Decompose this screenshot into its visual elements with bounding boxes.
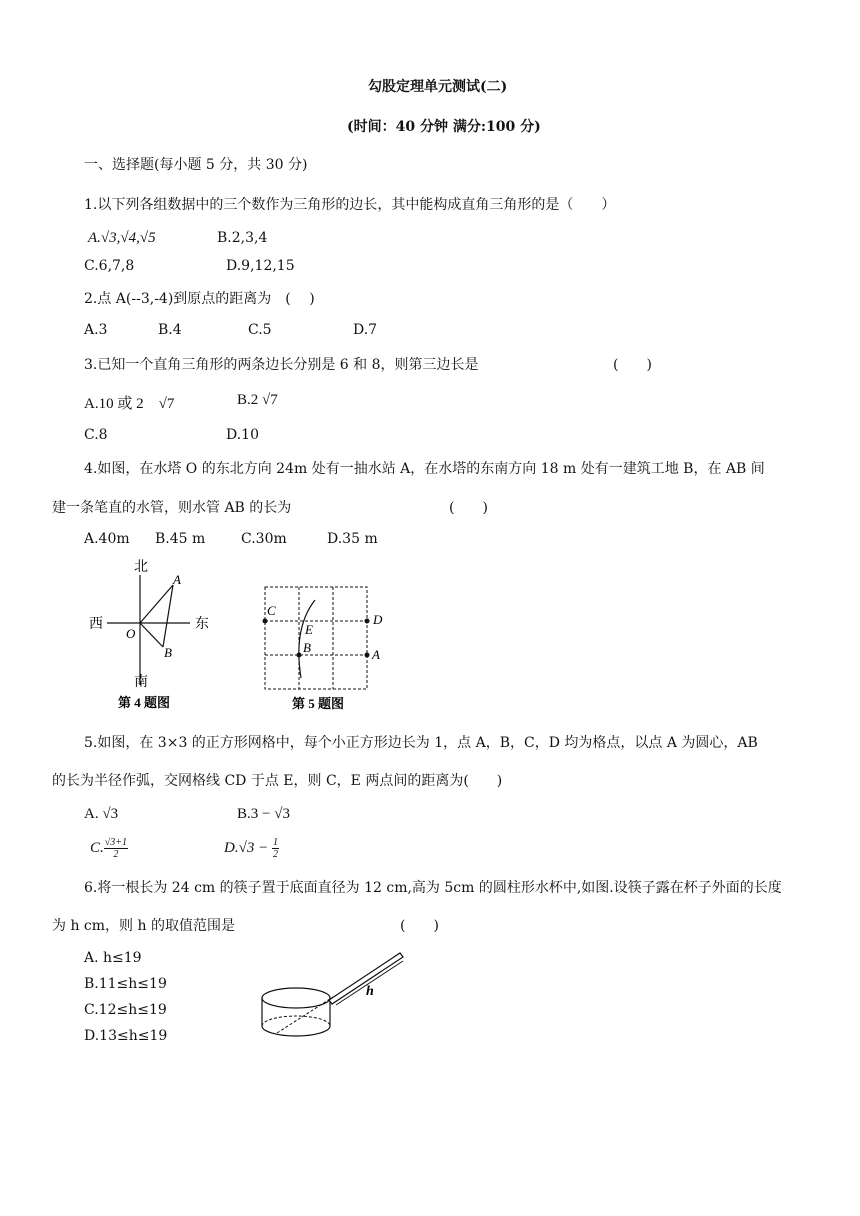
q4-option-d: D.35 m: [327, 531, 378, 547]
point-b: [297, 653, 302, 658]
q3-option-d: D.10: [226, 427, 259, 443]
east-label: 东: [195, 617, 209, 632]
point-a-label: A: [372, 647, 380, 662]
q4-answer-paren: ( ): [449, 500, 488, 516]
question-4-line-1: 4.如图，在水塔 O 的东北方向 24m 处有一抽水站 A，在水塔的东南方向 18 m 处有一建筑工地 B，在 AB 间: [84, 461, 765, 477]
q6-option-b: B.11≤h≤19: [84, 976, 167, 992]
grid-border: [265, 587, 367, 689]
q1-option-c: C.6,7,8: [84, 258, 135, 274]
q5-option-d-numerator: 1: [272, 837, 278, 848]
point-d: [365, 619, 370, 624]
north-label: 北: [134, 560, 148, 575]
q5-option-c-prefix: C.: [90, 839, 104, 856]
figure-4-compass-diagram: [85, 555, 225, 715]
section-heading: 一、选择题(每小题 5 分，共 30 分): [84, 157, 308, 173]
q6-option-c: C.12≤h≤19: [84, 1002, 167, 1018]
q2-option-a: A.3: [84, 322, 108, 338]
q3-answer-paren: ( ): [613, 357, 652, 373]
figure-6-cup-diagram: [255, 945, 415, 1045]
q4-option-c: C.30m: [241, 531, 287, 547]
q5-option-d-fraction: [272, 837, 279, 860]
q3-option-c: C.8: [84, 427, 108, 443]
q1-option-a: A.√3,√4,√5: [88, 230, 156, 246]
point-o-label: O: [126, 626, 136, 641]
length-h-label: h: [366, 984, 374, 999]
segment-ob: [140, 623, 163, 647]
q3-option-b: B.2 √7: [237, 392, 278, 408]
page-subtitle: (时间：40 分钟 满分:100 分): [347, 119, 541, 135]
q3-option-a: A.10 或 2 √7: [84, 396, 175, 412]
q6-answer-paren: ( ): [400, 918, 439, 934]
question-6-line-2: 为 h cm，则 h 的取值范围是: [52, 918, 235, 934]
q5-option-d-prefix: D.√3 −: [224, 839, 272, 856]
point-a: [365, 653, 370, 658]
question-2-stem: 2.点 A(--3,-4)到原点的距离为 ( ): [84, 291, 315, 307]
q5-option-c-numerator: √3+1: [104, 837, 128, 848]
q4-option-b: B.45 m: [155, 531, 206, 547]
chopstick-inside: [277, 997, 333, 1033]
west-label: 西: [89, 617, 103, 632]
point-e-label: E: [305, 622, 313, 637]
question-5-line-1: 5.如图，在 3×3 的正方形网格中，每个小正方形边长为 1，点 A，B，C，D 均为格点，以点 A 为圆心，AB: [84, 735, 758, 751]
q6-option-a: A. h≤19: [84, 950, 142, 966]
question-5-line-2: 的长为半径作弧，交网格线 CD 于点 E，则 C，E 两点间的距离为( ): [52, 773, 503, 789]
q5-option-c: [90, 837, 128, 860]
q5-option-d-denominator: 2: [272, 849, 278, 860]
point-b-label: B: [164, 645, 172, 660]
point-a-label: A: [173, 572, 181, 587]
q2-option-b: B.4: [158, 322, 182, 338]
point-d-label: D: [373, 612, 383, 627]
question-6-line-1: 6.将一根长为 24 cm 的筷子置于底面直径为 12 cm,高为 5cm 的圆柱形水杯中,如图.设筷子露在杯子外面的长度: [84, 880, 782, 896]
page-title: 勾股定理单元测试(二): [368, 79, 508, 95]
q1-option-d: D.9,12,15: [226, 258, 295, 274]
q1-option-b: B.2,3,4: [217, 230, 268, 246]
south-label: 南: [134, 675, 148, 690]
q2-option-d: D.7: [353, 322, 378, 338]
q5-option-a: A. √3: [84, 806, 119, 822]
cup-bottom-front: [262, 1026, 330, 1036]
point-c-label: C: [267, 603, 276, 618]
q2-option-c: C.5: [248, 322, 272, 338]
figure-5-grid-diagram: [255, 580, 390, 715]
figure-4-caption: 第 4 题图: [118, 695, 171, 710]
q4-option-a: A.40m: [84, 531, 130, 547]
figure-5-caption: 第 5 题图: [292, 696, 345, 711]
q5-option-b: B.3 − √3: [237, 806, 290, 822]
arc-from-a: [299, 600, 315, 678]
question-3-stem: 3.已知一个直角三角形的两条边长分别是 6 和 8，则第三边长是: [84, 357, 479, 373]
point-c: [263, 619, 268, 624]
q6-option-d: D.13≤h≤19: [84, 1028, 168, 1044]
q5-option-c-fraction: [104, 837, 128, 860]
point-b-label: B: [303, 640, 311, 655]
q5-option-c-denominator: 2: [113, 849, 119, 860]
question-4-line-2: 建一条笔直的水管，则水管 AB 的长为: [52, 500, 292, 516]
q5-option-d: [224, 837, 279, 860]
question-1-stem: 1.以下列各组数据中的三个数作为三角形的边长，其中能构成直角三角形的是（ ）: [84, 197, 616, 213]
